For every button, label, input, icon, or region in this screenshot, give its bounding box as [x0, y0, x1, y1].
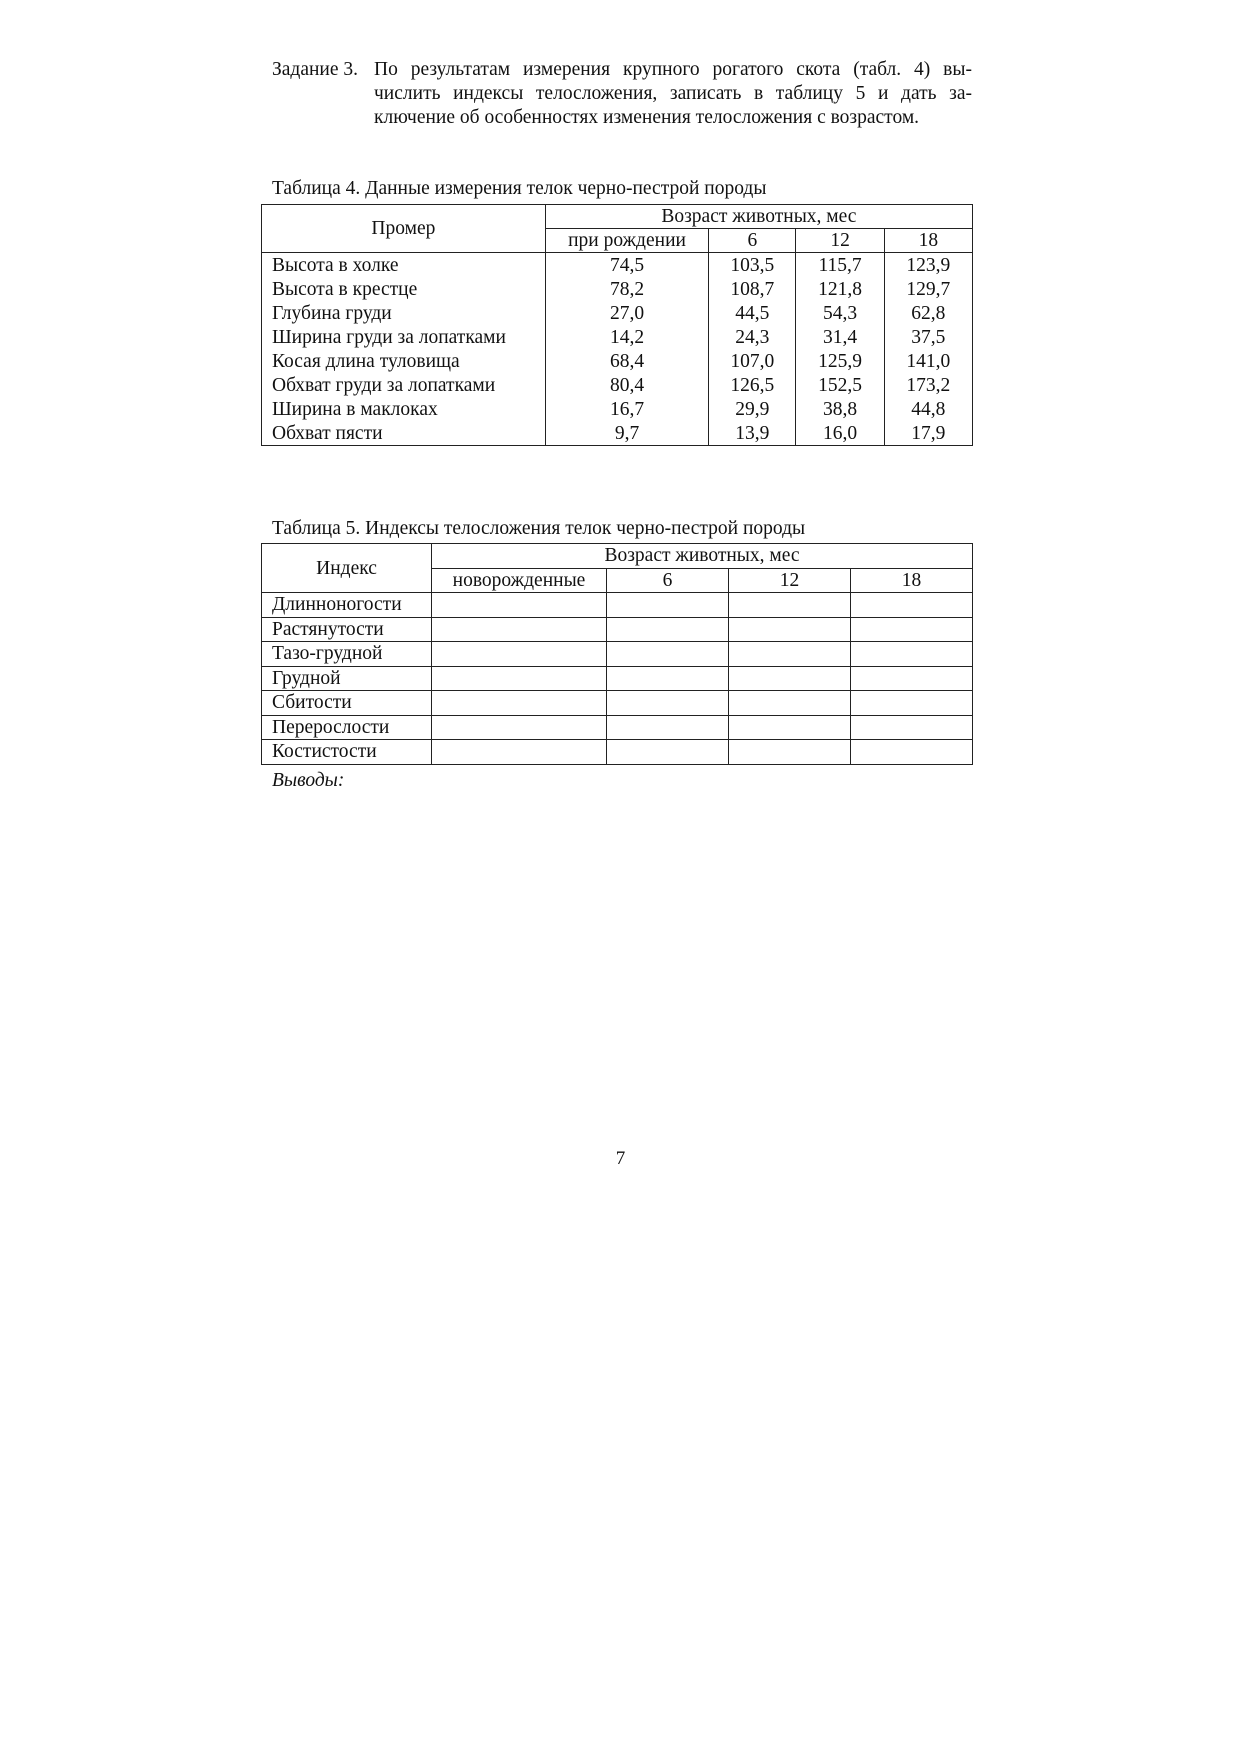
table4-row-label: Ширина груди за лопатками: [262, 325, 546, 349]
table5-empty-cell: [729, 691, 851, 716]
table4-cell: 129,7: [884, 277, 972, 301]
table5-empty-cell: [851, 740, 973, 765]
table4-row: [262, 397, 973, 421]
table5-row: [262, 593, 973, 618]
table5-column-header: 18: [851, 568, 973, 593]
table5-row-label: Длинноногости: [262, 593, 432, 618]
table5-row-label: Перерослости: [262, 715, 432, 740]
table5-empty-cell: [607, 740, 729, 765]
table4-column-header: 18: [884, 229, 972, 253]
table5-row-label: Костистости: [262, 740, 432, 765]
table5-empty-cell: [432, 691, 607, 716]
table5-empty-cell: [607, 593, 729, 618]
table4-cell: 27,0: [545, 301, 708, 325]
table4-caption: Таблица 4. Данные измерения телок черно-пестрой породы: [272, 178, 767, 199]
table5-empty-cell: [729, 593, 851, 618]
table5-empty-cell: [432, 715, 607, 740]
table4-row-label: Высота в холке: [262, 253, 546, 278]
table4-row-label: Глубина груди: [262, 301, 546, 325]
table4-measurements: [261, 204, 973, 446]
table4-cell: 123,9: [884, 253, 972, 278]
table5-empty-cell: [432, 593, 607, 618]
table5-empty-cell: [607, 642, 729, 667]
table5-indices: [261, 543, 973, 765]
table4-cell: 141,0: [884, 349, 972, 373]
table5-empty-cell: [607, 691, 729, 716]
table5-row: [262, 666, 973, 691]
table5-row-label: Растянутости: [262, 617, 432, 642]
table5-row: [262, 617, 973, 642]
table4-row-label: Ширина в маклоках: [262, 397, 546, 421]
table5-empty-cell: [729, 642, 851, 667]
table5-caption: Таблица 5. Индексы телосложения телок черно-пестрой породы: [272, 518, 806, 539]
task-label: Задание 3.: [272, 59, 359, 80]
table4-row: [262, 421, 973, 446]
table4-cell: 126,5: [709, 373, 796, 397]
table4-row: [262, 277, 973, 301]
table5-empty-cell: [729, 666, 851, 691]
table4-cell: 14,2: [545, 325, 708, 349]
table4-row-label: Косая длина туловища: [262, 349, 546, 373]
table4-cell: 31,4: [796, 325, 884, 349]
table5-group-header: Возраст животных, мес: [432, 544, 973, 569]
table4-row: [262, 349, 973, 373]
table5-empty-cell: [607, 715, 729, 740]
table5-empty-cell: [851, 691, 973, 716]
table4-row: [262, 325, 973, 349]
table4-cell: 68,4: [545, 349, 708, 373]
table5-empty-cell: [729, 617, 851, 642]
task-body: [374, 58, 972, 130]
table4-group-header: Возраст животных, мес: [545, 205, 972, 229]
table5-empty-cell: [607, 617, 729, 642]
table5-empty-cell: [851, 666, 973, 691]
table5-row-header: Индекс: [262, 544, 432, 593]
table4-row: [262, 253, 973, 278]
table4-cell: 37,5: [884, 325, 972, 349]
table4-cell: 13,9: [709, 421, 796, 446]
table4-row-label: Обхват пясти: [262, 421, 546, 446]
table5-row: [262, 740, 973, 765]
table4-cell: 17,9: [884, 421, 972, 446]
table5-row-label: Сбитости: [262, 691, 432, 716]
table4-cell: 29,9: [709, 397, 796, 421]
table4-column-header: 6: [709, 229, 796, 253]
table4-row: [262, 301, 973, 325]
table5-empty-cell: [729, 715, 851, 740]
table4-cell: 24,3: [709, 325, 796, 349]
table4-row-header: Промер: [262, 205, 546, 253]
table5-empty-cell: [851, 715, 973, 740]
table5-row-label: Тазо-грудной: [262, 642, 432, 667]
table5-empty-cell: [432, 642, 607, 667]
table4-cell: 16,0: [796, 421, 884, 446]
conclusion-label: Выводы:: [272, 770, 345, 791]
table4-row-label: Высота в крестце: [262, 277, 546, 301]
table4-cell: 173,2: [884, 373, 972, 397]
table5-empty-cell: [607, 666, 729, 691]
table4-cell: 38,8: [796, 397, 884, 421]
table4-cell: 115,7: [796, 253, 884, 278]
table4-cell: 152,5: [796, 373, 884, 397]
table5-row: [262, 642, 973, 667]
table5-column-header: 6: [607, 568, 729, 593]
table4-cell: 103,5: [709, 253, 796, 278]
table4-cell: 44,5: [709, 301, 796, 325]
table5-empty-cell: [432, 617, 607, 642]
table4-cell: 16,7: [545, 397, 708, 421]
table5-empty-cell: [432, 740, 607, 765]
table4-row-label: Обхват груди за лопатками: [262, 373, 546, 397]
table5-column-header: 12: [729, 568, 851, 593]
table5-empty-cell: [851, 617, 973, 642]
table4-column-header: 12: [796, 229, 884, 253]
table4-cell: 78,2: [545, 277, 708, 301]
table4-row: [262, 373, 973, 397]
table4-cell: 74,5: [545, 253, 708, 278]
table4-column-header: при рождении: [545, 229, 708, 253]
table5-empty-cell: [432, 666, 607, 691]
table5-column-header: новорожденные: [432, 568, 607, 593]
table4-cell: 9,7: [545, 421, 708, 446]
task-line: числить индексы телосложения, записать в таблицу 5 и дать за-: [374, 83, 972, 104]
table4-cell: 121,8: [796, 277, 884, 301]
page-number: 7: [615, 1148, 626, 1169]
table4-cell: 125,9: [796, 349, 884, 373]
table4-cell: 54,3: [796, 301, 884, 325]
table5-empty-cell: [851, 642, 973, 667]
table4-cell: 62,8: [884, 301, 972, 325]
table4-cell: 107,0: [709, 349, 796, 373]
table4-cell: 44,8: [884, 397, 972, 421]
task-line: ключение об особенностях изменения телосложения с возрастом.: [374, 107, 920, 128]
task-line: По результатам измерения крупного рогатого скота (табл. 4) вы-: [374, 59, 972, 80]
table5-empty-cell: [851, 593, 973, 618]
table5-empty-cell: [729, 740, 851, 765]
table5-row-label: Грудной: [262, 666, 432, 691]
table4-cell: 80,4: [545, 373, 708, 397]
table5-row: [262, 691, 973, 716]
table5-row: [262, 715, 973, 740]
table4-cell: 108,7: [709, 277, 796, 301]
